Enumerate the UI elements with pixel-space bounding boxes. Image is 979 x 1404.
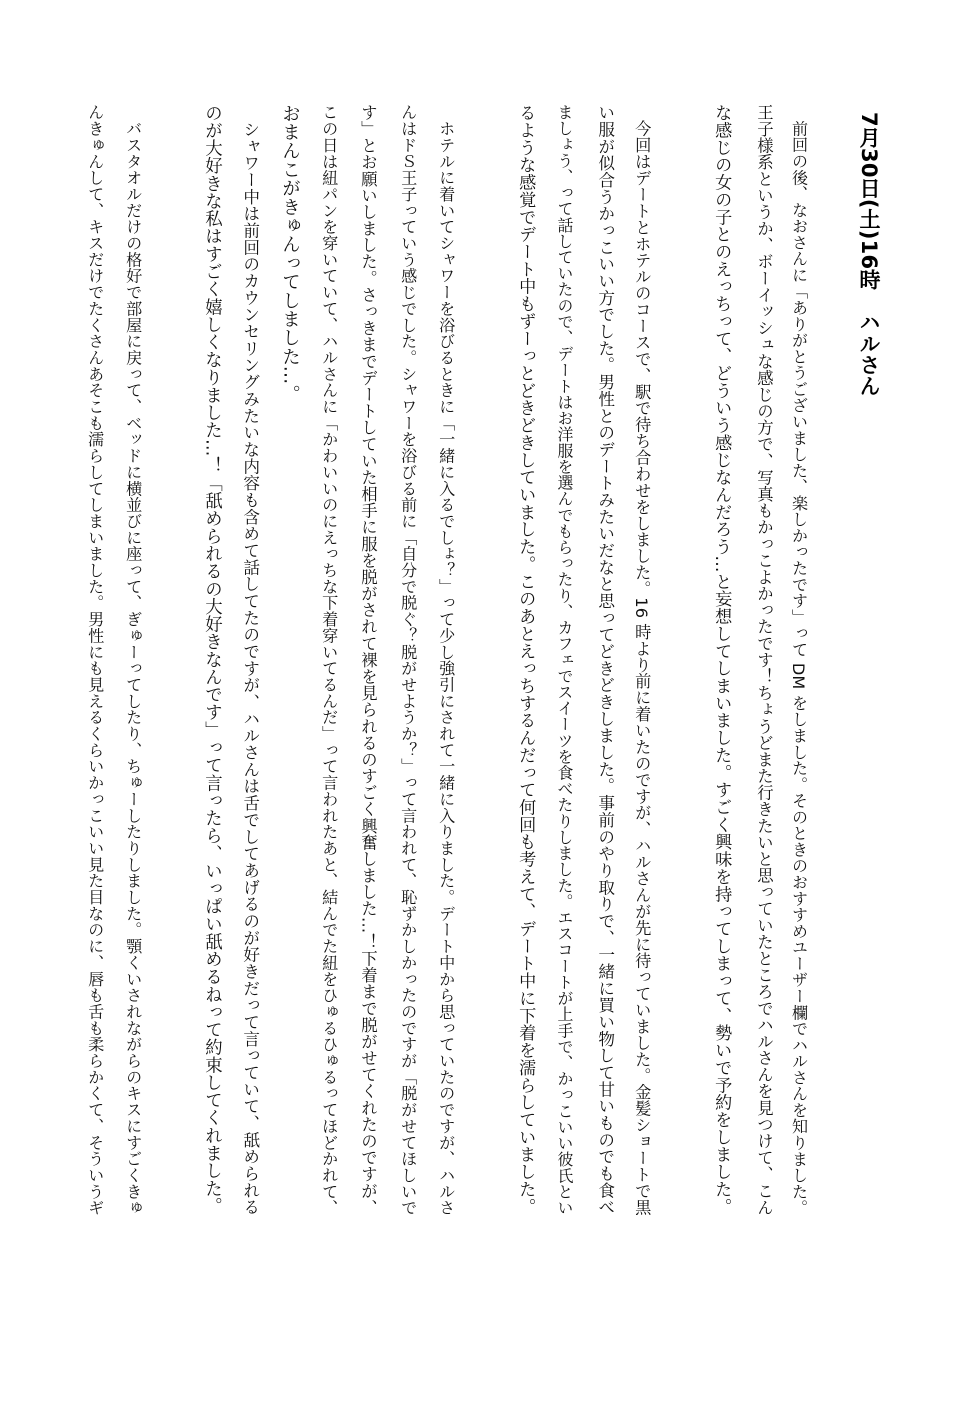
text-line: バスタオルだけの格好で部屋に戻って、ベッドに横並びに座って、ぎゅーってしたり、ちゅーしたりしました。顎くいされながらのキスにすごくきゅ: [123, 104, 143, 1216]
text-line: のが大好きな私はすごく嬉しくなりました…！「舐められるの大好きなんです」って言ったら、いっぱい舐めるねって約束してくれました。: [201, 104, 222, 1215]
text-line: 王子様系というか、ボーイッシュな感じの方で、写真もかっこよかったです！ちょうどまた行きたいと思っていたところでハルさんを見つけて、こん: [754, 104, 774, 1216]
text-line: シャワー中は前回のカウンセリングみたいな内容も含めて話してたのですが、ハルさんは舌でしてあげるのが好きだって言っていて、舐められる: [240, 104, 260, 1216]
document-title: 7月30日(土)16時 ハルさん: [857, 112, 881, 397]
text-line: い服が似合うかっこいい方でした。男性とのデートみたいだなと思ってどきどきしました。事前のやり取りで、一緒に買い物して甘いものでも食べ: [595, 104, 615, 1216]
text-line: ホテルに着いてシャワーを浴びるときに「一緒に入るでしょ？」って少し強引にされて一緒に入りました。デート中から思っていたのですが、ハルさ: [436, 104, 456, 1216]
text-line: んきゅんして、キスだけでたくさんあそこも濡らしてしまいました。男性にも見えるくらいかっこいい見た目なのに、唇も舌も柔らかくて、そういうギ: [85, 104, 105, 1216]
text-line: んはドＳ王子っていう感じでした。シャワーを浴びる前に「自分で脱ぐ？脱がせようか？」って言われて、恥ずかしかったのですが「脱がせてほしいで: [398, 104, 418, 1216]
text-line: るような感覚でデート中もずーっとどきどきしていました。このあとえっちするんだって何回も考えて、デート中に下着を濡らしていました。: [515, 104, 536, 1216]
text-line: 前回の後、なおさんに「ありがとうございました、楽しかったです」って DM をしました。そのときのおすすめユーザー欄でハルさんを知りました。: [789, 104, 809, 1216]
text-line: す」とお願いしました。さっきまでデートしていた相手に服を脱がされて裸を見られるのすごく興奮しました…！下着まで脱がせてくれたのですが、: [358, 104, 378, 1216]
text-line: ましょう、って話していたので、デートはお洋服を選んでもらったり、カフェでスイーツを食べたりしました。エスコートが上手で、かっこいい彼氏とい: [554, 104, 574, 1216]
text-line: な感じの女の子とのえっちって、どういう感じなんだろう…と妄想してしまいました。すごく興味を持ってしまって、勢いで予約をしました。: [711, 104, 732, 1216]
text-line: この日は紐パンを穿いていて、ハルさんに「かわいいのにえっちな下着穿いてるんだ」って言われたあと、結んでた紐をひゅるひゅるってほどかれて、: [319, 104, 339, 1216]
text-line: 今回はデートとホテルのコースで、駅で待ち合わせをしました。16 時より前に着いたのですが、ハルさんが先に待っていました。金髪ショートで黒: [632, 104, 652, 1216]
text-line: おまんこがきゅんってしました…。: [279, 104, 301, 404]
